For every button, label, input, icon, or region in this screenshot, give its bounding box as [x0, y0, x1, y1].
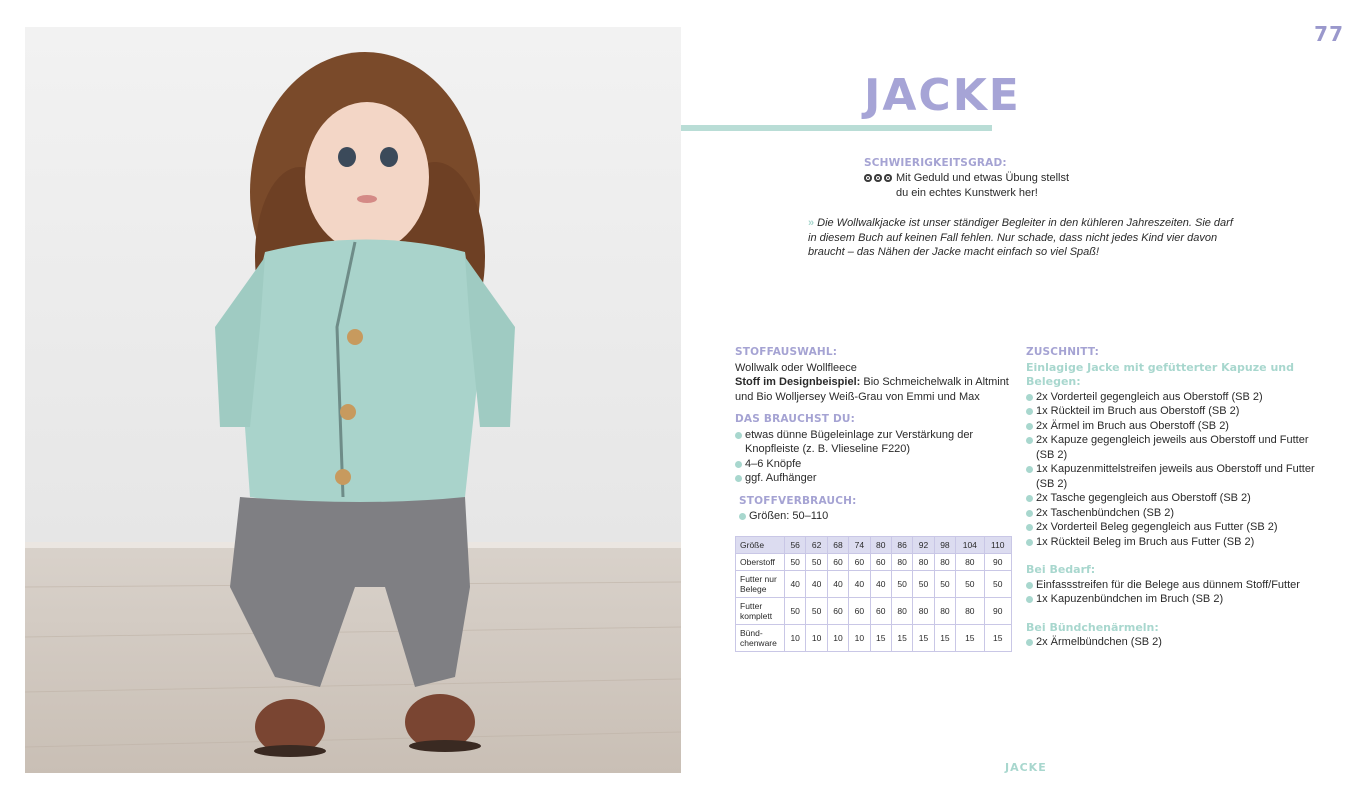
list-item: etwas dünne Bügeleinlage zur Verstärkung der Knopfleiste (z. B. Vlieseline F220) — [735, 428, 1010, 457]
table-cell: Bünd-chenware — [736, 624, 785, 651]
table-row — [736, 624, 1012, 651]
list-item: Größen: 50–110 — [739, 509, 1010, 524]
zuschnitt-section — [1026, 345, 1326, 549]
page-number: 77 — [1314, 22, 1344, 46]
buendchen-section — [1026, 621, 1326, 650]
table-cell: 15 — [870, 624, 891, 651]
product-photo — [25, 27, 681, 773]
difficulty-rating-icon — [864, 171, 892, 200]
list-item: ggf. Aufhänger — [735, 471, 1010, 486]
buendchen-heading: Bei Bündchenärmeln: — [1026, 620, 1159, 634]
table-cell: 40 — [849, 570, 870, 597]
table-row — [736, 553, 1012, 570]
list-item: 2x Tasche gegengleich aus Oberstoff (SB 2) — [1026, 491, 1326, 506]
table-cell: 80 — [913, 553, 934, 570]
table-cell: 50 — [934, 570, 955, 597]
table-header-cell: 62 — [806, 536, 827, 553]
list-item: 2x Ärmel im Bruch aus Oberstoff (SB 2) — [1026, 419, 1326, 434]
table-header-cell: 92 — [913, 536, 934, 553]
table-cell: 80 — [891, 597, 912, 624]
list-item: 1x Kapuzenbündchen im Bruch (SB 2) — [1026, 592, 1326, 607]
table-cell: Futter nur Belege — [736, 570, 785, 597]
rating-dot-icon — [884, 174, 892, 182]
verbrauch-section — [735, 494, 1010, 652]
table-header-cell: 104 — [956, 536, 984, 553]
buendchen-list — [1026, 635, 1326, 650]
list-item: 2x Vorderteil Beleg gegengleich aus Futter (SB 2) — [1026, 520, 1326, 535]
list-item: 2x Ärmelbündchen (SB 2) — [1026, 635, 1326, 650]
running-footer: JACKE — [1005, 761, 1047, 774]
list-item: 2x Kapuze gegengleich jeweils aus Oberstoff und Futter (SB 2) — [1026, 433, 1326, 462]
quote-text: Die Wollwalkjacke ist unser ständiger Begleiter in den kühleren Jahreszeiten. Sie darf in diesem Buch auf keinen Fall fehlen. Nur schade, dass nicht jedes Kind vier davon braucht – das Nähen der Jacke macht einfach so viel Spaß! — [808, 217, 1233, 258]
table-cell: 40 — [827, 570, 848, 597]
verbrauch-heading: STOFFVERBRAUCH: — [739, 494, 857, 507]
intro-quote — [808, 216, 1238, 260]
left-column — [735, 345, 1010, 660]
table-cell: 90 — [984, 597, 1012, 624]
table-cell: 80 — [956, 553, 984, 570]
difficulty-block — [864, 157, 1124, 200]
list-item: Einfassstreifen für die Belege aus dünnem Stoff/Futter — [1026, 578, 1326, 593]
table-cell: 15 — [891, 624, 912, 651]
table-cell: 80 — [934, 597, 955, 624]
list-item: 1x Rückteil Beleg im Bruch aus Futter (SB 2) — [1026, 535, 1326, 550]
table-header-cell: 86 — [891, 536, 912, 553]
table-header-cell: Größe — [736, 536, 785, 553]
table-header-cell: 80 — [870, 536, 891, 553]
table-header-cell: 56 — [785, 536, 806, 553]
table-cell: 40 — [806, 570, 827, 597]
brauchst-section — [735, 412, 1010, 486]
title-underline — [681, 125, 992, 131]
rating-dot-icon — [864, 174, 872, 182]
rating-dot-icon — [874, 174, 882, 182]
table-cell: 60 — [827, 597, 848, 624]
difficulty-text-2: du ein echtes Kunstwerk her! — [896, 186, 1038, 199]
table-header-cell: 110 — [984, 536, 1012, 553]
table-cell: 40 — [785, 570, 806, 597]
table-header-row — [736, 536, 1012, 553]
table-cell: Oberstoff — [736, 553, 785, 570]
list-item: 1x Kapuzenmittelstreifen jeweils aus Oberstoff und Futter (SB 2) — [1026, 462, 1326, 491]
table-header-cell: 68 — [827, 536, 848, 553]
table-cell: 50 — [956, 570, 984, 597]
table-cell: 40 — [870, 570, 891, 597]
list-item: 2x Taschenbündchen (SB 2) — [1026, 506, 1326, 521]
table-cell: 80 — [934, 553, 955, 570]
table-row — [736, 597, 1012, 624]
bedarf-section — [1026, 563, 1326, 607]
table-cell: 15 — [984, 624, 1012, 651]
verbrauch-list — [739, 509, 1010, 524]
stoffauswahl-section — [735, 345, 1010, 404]
table-cell: 80 — [891, 553, 912, 570]
table-cell: 50 — [891, 570, 912, 597]
bedarf-heading: Bei Bedarf: — [1026, 563, 1096, 576]
table-header-cell: 98 — [934, 536, 955, 553]
list-item: 1x Rückteil im Bruch aus Oberstoff (SB 2) — [1026, 404, 1326, 419]
difficulty-text-1: Mit Geduld und etwas Übung stellst — [896, 172, 1070, 184]
page-title: JACKE — [864, 70, 1021, 121]
table-cell: 60 — [849, 553, 870, 570]
table-cell: 15 — [956, 624, 984, 651]
difficulty-heading: SCHWIERIGKEITSGRAD: — [864, 157, 1007, 169]
fabric-table — [735, 536, 1012, 652]
stoffauswahl-heading: STOFFAUSWAHL: — [735, 346, 838, 358]
brauchst-heading: DAS BRAUCHST DU: — [735, 413, 855, 425]
list-item: 4–6 Knöpfe — [735, 457, 1010, 472]
stoffauswahl-text: Wollwalk oder Wollfleece — [735, 361, 857, 374]
table-cell: 15 — [913, 624, 934, 651]
table-cell: 60 — [849, 597, 870, 624]
table-cell: 50 — [984, 570, 1012, 597]
list-item: 2x Vorderteil gegengleich aus Oberstoff (SB 2) — [1026, 390, 1326, 405]
design-text: Bio Schmeichelwalk in Altmint und Bio Wolljersey Weiß-Grau von Emmi und Max — [735, 376, 1009, 403]
table-cell: 50 — [785, 597, 806, 624]
table-cell: 60 — [870, 597, 891, 624]
zuschnitt-list — [1026, 390, 1326, 550]
table-cell: 60 — [827, 553, 848, 570]
table-cell: 50 — [913, 570, 934, 597]
right-column — [1026, 345, 1326, 658]
table-row — [736, 570, 1012, 597]
table-cell: 10 — [806, 624, 827, 651]
table-cell: 60 — [870, 553, 891, 570]
zuschnitt-subheading: Einlagige Jacke mit gefütterter Kapuze und Belegen: — [1026, 360, 1294, 388]
table-cell: 50 — [806, 597, 827, 624]
table-cell: 10 — [827, 624, 848, 651]
table-header-cell: 74 — [849, 536, 870, 553]
table-cell: 80 — [913, 597, 934, 624]
table-cell: 50 — [785, 553, 806, 570]
table-cell: 90 — [984, 553, 1012, 570]
brauchst-list — [735, 428, 1010, 486]
bedarf-list — [1026, 578, 1326, 607]
table-cell: 10 — [849, 624, 870, 651]
quote-marker: » — [808, 217, 815, 229]
design-label: Stoff im Designbeispiel: — [735, 376, 861, 388]
table-cell: 80 — [956, 597, 984, 624]
table-cell: 10 — [785, 624, 806, 651]
difficulty-line — [864, 171, 1124, 200]
table-cell: 50 — [806, 553, 827, 570]
table-cell: 15 — [934, 624, 955, 651]
table-cell: Futter komplett — [736, 597, 785, 624]
zuschnitt-heading: ZUSCHNITT: — [1026, 346, 1100, 358]
